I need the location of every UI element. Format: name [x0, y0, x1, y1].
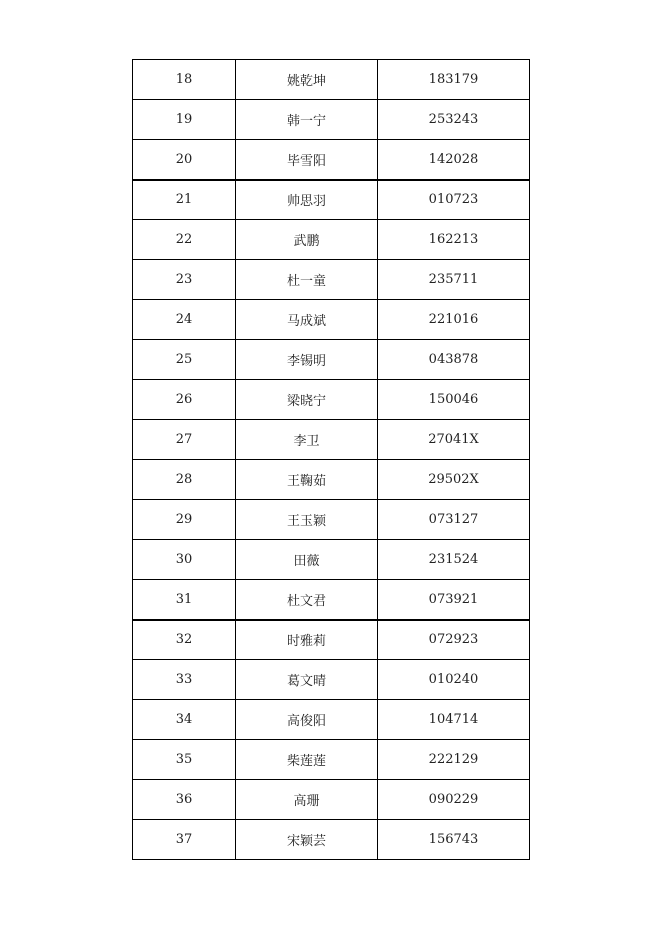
row-number-cell: 28 — [133, 460, 236, 500]
id-cell: 29502X — [378, 460, 530, 500]
id-cell: 010240 — [378, 660, 530, 700]
row-number-cell: 33 — [133, 660, 236, 700]
name-cell: 时雅莉 — [236, 620, 378, 660]
row-number-cell: 34 — [133, 700, 236, 740]
id-cell: 073127 — [378, 500, 530, 540]
name-cell: 毕雪阳 — [236, 140, 378, 180]
name-cell: 韩一宁 — [236, 100, 378, 140]
row-number-cell: 22 — [133, 220, 236, 260]
row-number-cell: 37 — [133, 820, 236, 860]
table-row — [133, 740, 530, 780]
table-row — [133, 700, 530, 740]
name-cell: 梁晓宁 — [236, 380, 378, 420]
name-cell: 王玉颖 — [236, 500, 378, 540]
id-cell: 150046 — [378, 380, 530, 420]
name-cell: 杜文君 — [236, 580, 378, 620]
id-cell: 010723 — [378, 180, 530, 220]
id-cell: 231524 — [378, 540, 530, 580]
name-cell: 宋颖芸 — [236, 820, 378, 860]
name-cell: 李卫 — [236, 420, 378, 460]
row-number-cell: 19 — [133, 100, 236, 140]
id-cell: 235711 — [378, 260, 530, 300]
table-row — [133, 260, 530, 300]
id-cell: 156743 — [378, 820, 530, 860]
table-row — [133, 460, 530, 500]
id-cell: 090229 — [378, 780, 530, 820]
table-row — [133, 780, 530, 820]
table-row — [133, 500, 530, 540]
id-cell: 221016 — [378, 300, 530, 340]
name-cell: 马成斌 — [236, 300, 378, 340]
id-cell: 142028 — [378, 140, 530, 180]
name-cell: 杜一童 — [236, 260, 378, 300]
name-cell: 帅思羽 — [236, 180, 378, 220]
id-cell: 183179 — [378, 60, 530, 100]
table-row — [133, 140, 530, 180]
row-number-cell: 29 — [133, 500, 236, 540]
row-number-cell: 27 — [133, 420, 236, 460]
id-cell: 222129 — [378, 740, 530, 780]
id-cell: 073921 — [378, 580, 530, 620]
name-cell: 高俊阳 — [236, 700, 378, 740]
table-row — [133, 620, 530, 660]
table-row — [133, 300, 530, 340]
name-cell: 王鞠茹 — [236, 460, 378, 500]
id-cell: 043878 — [378, 340, 530, 380]
row-number-cell: 23 — [133, 260, 236, 300]
id-cell: 072923 — [378, 620, 530, 660]
table-row — [133, 220, 530, 260]
table-row — [133, 60, 530, 100]
row-number-cell: 25 — [133, 340, 236, 380]
row-number-cell: 31 — [133, 580, 236, 620]
id-cell: 104714 — [378, 700, 530, 740]
table-row — [133, 340, 530, 380]
table-row — [133, 180, 530, 220]
name-cell: 田薇 — [236, 540, 378, 580]
row-number-cell: 24 — [133, 300, 236, 340]
table-row — [133, 820, 530, 860]
row-number-cell: 32 — [133, 620, 236, 660]
id-cell: 253243 — [378, 100, 530, 140]
table-row — [133, 420, 530, 460]
name-cell: 李锡明 — [236, 340, 378, 380]
table-row — [133, 100, 530, 140]
name-cell: 武鹏 — [236, 220, 378, 260]
id-cell: 162213 — [378, 220, 530, 260]
table-row — [133, 660, 530, 700]
roster-table-body — [133, 60, 530, 860]
row-number-cell: 26 — [133, 380, 236, 420]
name-cell: 葛文晴 — [236, 660, 378, 700]
row-number-cell: 21 — [133, 180, 236, 220]
name-cell: 高珊 — [236, 780, 378, 820]
table-row — [133, 540, 530, 580]
row-number-cell: 20 — [133, 140, 236, 180]
row-number-cell: 36 — [133, 780, 236, 820]
name-cell: 姚乾坤 — [236, 60, 378, 100]
row-number-cell: 35 — [133, 740, 236, 780]
id-cell: 27041X — [378, 420, 530, 460]
table-row — [133, 380, 530, 420]
name-cell: 柴莲莲 — [236, 740, 378, 780]
roster-table — [132, 59, 530, 860]
table-row — [133, 580, 530, 620]
row-number-cell: 18 — [133, 60, 236, 100]
row-number-cell: 30 — [133, 540, 236, 580]
